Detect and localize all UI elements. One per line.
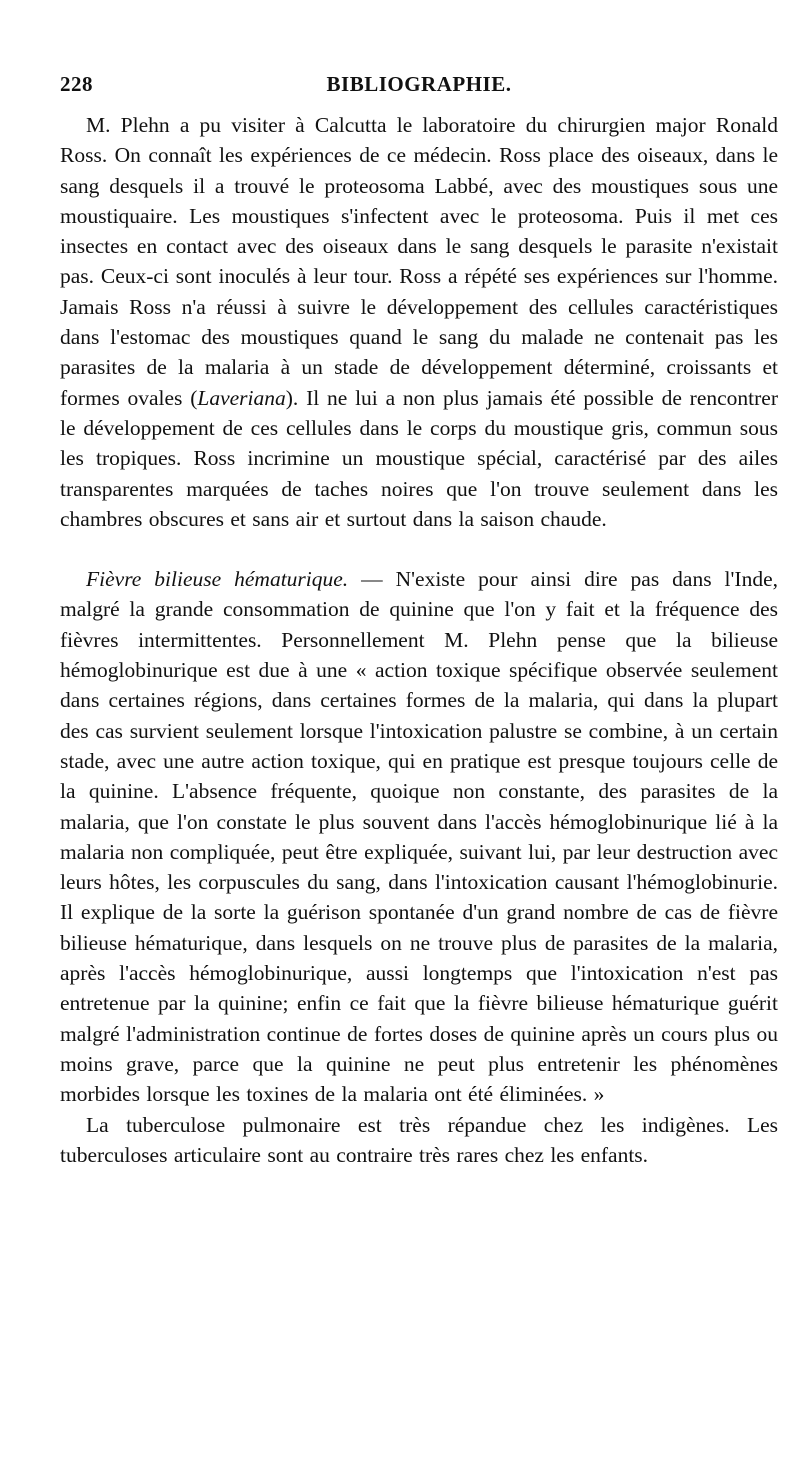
paragraph-text: La tuberculose pulmonaire est très répandue chez les indigènes. Les tuberculoses articulaire sont au contraire très rares chez les enfants. (60, 1112, 778, 1167)
paragraph-ross-experiments (60, 110, 778, 534)
paragraph-bilious-fever (60, 564, 778, 1109)
running-header (60, 72, 778, 110)
paragraph-text: N'existe pour ainsi dire pas dans l'Inde, malgré la grande consommation de quinine que l'on y fait et la fréquence des fièvres intermittentes. Personnellement M. Plehn pense que la bilieuse hémoglobinurique est due à une « action toxique spécifique observée seulement dans certaines régions, dans certaines formes de la malaria, qui dans la plupart des cas survient seulement lorsque l'intoxication palustre se combine, à un certain stade, avec une autre action toxique, qui en pratique est presque toujours celle de la quinine. L'absence fréquente, quoique non constante, des parasites de la malaria, que l'on constate le plus souvent dans l'accès hémoglobinurique lié à la malaria non compliquée, peut être expliquée, suivant lui, par leur destruction avec leurs hôtes, les corpuscules du sang, dans l'intoxication causant l'hémoglobinurie. Il explique de la sorte la guérison spontanée d'un grand nombre de cas de fièvre bilieuse hématurique, dans lesquels on ne trouve plus de parasites de la malaria, après l'accès hémoglobinurique, aussi longtemps que l'intoxication n'est pas entretenue par la quinine; enfin ce fait que la fièvre bilieuse hématurique guérit malgré l'administration continue de fortes doses de quinine après un cours plus ou moins grave, parce que la quinine ne peut plus entretenir les phénomènes morbides lorsque les toxines de la malaria ont été éliminées. » (60, 567, 778, 1107)
em-dash: — (348, 567, 396, 592)
italic-term: Laveriana (197, 385, 286, 410)
paragraph-text-continued: ). Il ne lui a non plus jamais été possible de rencontrer le développement de ces cellules dans le corps du moustique gris, commun sous les tropiques. Ross incrimine un moustique spécial, caractérisé par des ailes transparentes marquées de taches noires que l'on trouve seulement dans les chambres obscures et sans air et surtout dans la saison chaude. (60, 385, 778, 531)
paragraph-text: M. Plehn a pu visiter à Calcutta le laboratoire du chirurgien major Ronald Ross. On connaît les expériences de ce médecin. Ross place des oiseaux, dans le sang desquels il a trouvé le proteosoma Labbé, avec des moustiques sous une moustiquaire. Les moustiques s'infectent avec le proteosoma. Puis il met ces insectes en contact avec des oiseaux dans le sang desquels le parasite n'existait pas. Ceux-ci sont inoculés à leur tour. Ross a répété ses expériences sur l'homme. Jamais Ross n'a réussi à suivre le développement des cellules caractéristiques dans l'estomac des moustiques quand le sang du malade ne contenait pas les parasites de la malaria à un stade de développement déterminé, croissants et formes ovales ( (60, 113, 778, 410)
paragraph-gap (60, 534, 778, 564)
book-page (60, 72, 778, 1170)
page-number: 228 (60, 72, 93, 96)
section-title: BIBLIOGRAPHIE. (326, 72, 512, 96)
subsection-heading: Fièvre bilieuse hématurique. (86, 567, 349, 592)
paragraph-tuberculosis (60, 1110, 778, 1171)
